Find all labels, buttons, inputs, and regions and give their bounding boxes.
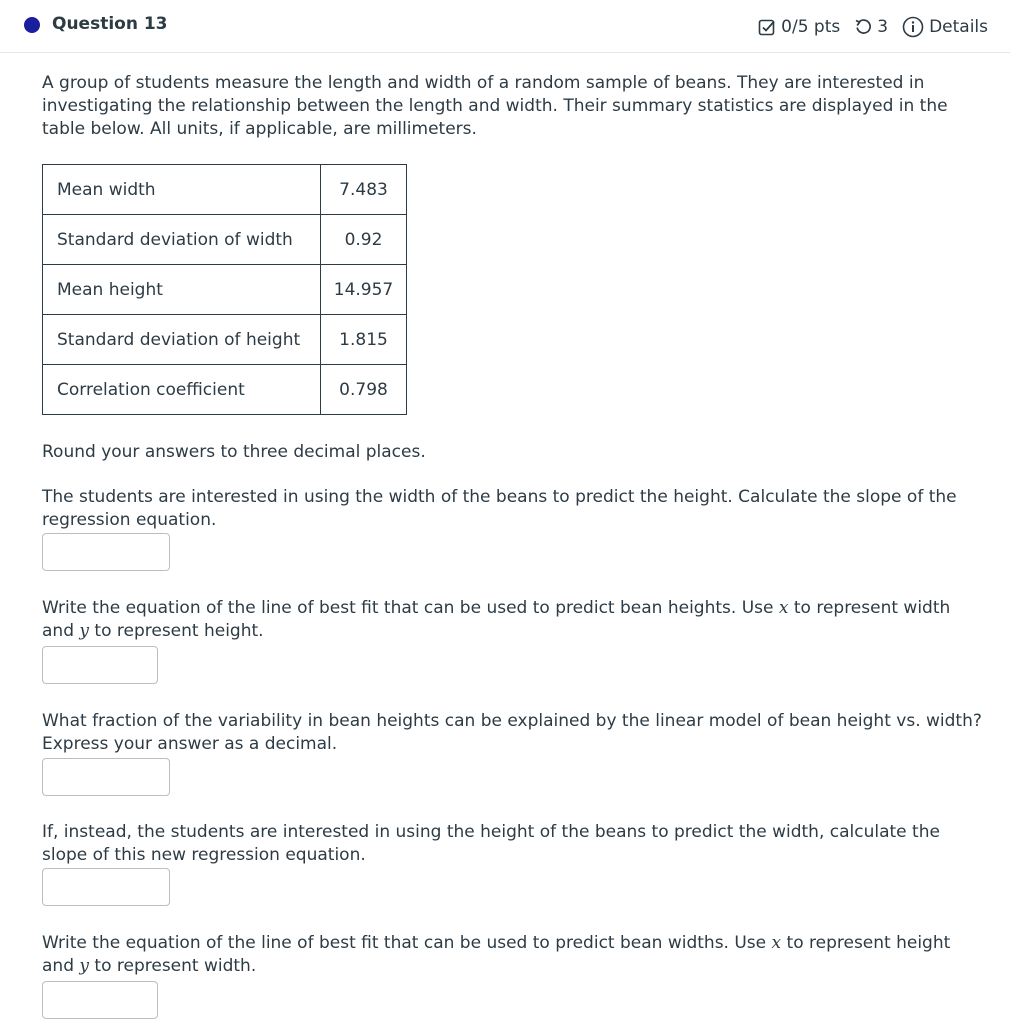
variable-y: y <box>79 956 89 976</box>
table-row <box>43 365 407 415</box>
table-cell-value: 7.483 <box>321 165 407 215</box>
question-part-5: Write the equation of the line of best fit that can be used to predict bean widths. Use x to represent height and y to represent width. <box>42 933 951 976</box>
question-meta <box>758 16 988 38</box>
attempts-count: 3 <box>877 17 889 37</box>
table-row <box>43 165 407 215</box>
question-part-2: Write the equation of the line of best fit that can be used to predict bean heights. Use x to represent width and y to represent height. <box>42 598 951 641</box>
rounding-instruction: Round your answers to three decimal places. <box>42 442 426 462</box>
table-cell-label: Correlation coefficient <box>43 365 321 415</box>
table-cell-value: 0.798 <box>321 365 407 415</box>
retry-icon <box>854 18 877 36</box>
variable-x: x <box>778 598 789 618</box>
question-part-3: What fraction of the variability in bean heights can be explained by the linear model of bean height vs. width? Express your answer as a decimal. <box>42 711 982 754</box>
table-cell-value: 1.815 <box>321 315 407 365</box>
details-button[interactable] <box>902 16 988 38</box>
attempts-group <box>854 17 888 37</box>
table-row <box>43 315 407 365</box>
answer-input-2[interactable] <box>42 646 158 684</box>
answer-input-3[interactable] <box>42 758 170 796</box>
points-text: 0/5 pts <box>781 17 841 37</box>
answer-input-4[interactable] <box>42 868 170 906</box>
variable-x: x <box>771 933 782 953</box>
table-cell-value: 0.92 <box>321 215 407 265</box>
variable-y: y <box>79 621 89 641</box>
question-intro: A group of students measure the length and width of a random sample of beans. They are interested in investigating the relationship between the length and width. Their summary statistics are displayed in the table below. All units, if applicable, are millimeters. <box>42 73 948 139</box>
table-cell-label: Standard deviation of height <box>43 315 321 365</box>
table-cell-label: Mean width <box>43 165 321 215</box>
answer-input-5[interactable] <box>42 981 158 1019</box>
table-cell-value: 14.957 <box>321 265 407 315</box>
question-status-dot <box>24 17 40 33</box>
question-part-4: If, instead, the students are interested in using the height of the beans to predict the width, calculate the slope of this new regression equation. <box>42 822 940 865</box>
summary-statistics-table <box>42 164 407 415</box>
details-label: Details <box>929 17 988 37</box>
table-row <box>43 265 407 315</box>
question-header <box>0 0 1010 53</box>
table-row <box>43 215 407 265</box>
question-title: Question 13 <box>52 14 168 34</box>
table-cell-label: Mean height <box>43 265 321 315</box>
info-icon <box>902 16 929 38</box>
points-group <box>758 17 840 37</box>
answer-input-1[interactable] <box>42 533 170 571</box>
question-part-1: The students are interested in using the width of the beans to predict the height. Calculate the slope of the regression equation. <box>42 487 957 530</box>
table-cell-label: Standard deviation of width <box>43 215 321 265</box>
checkbox-icon <box>758 18 781 36</box>
